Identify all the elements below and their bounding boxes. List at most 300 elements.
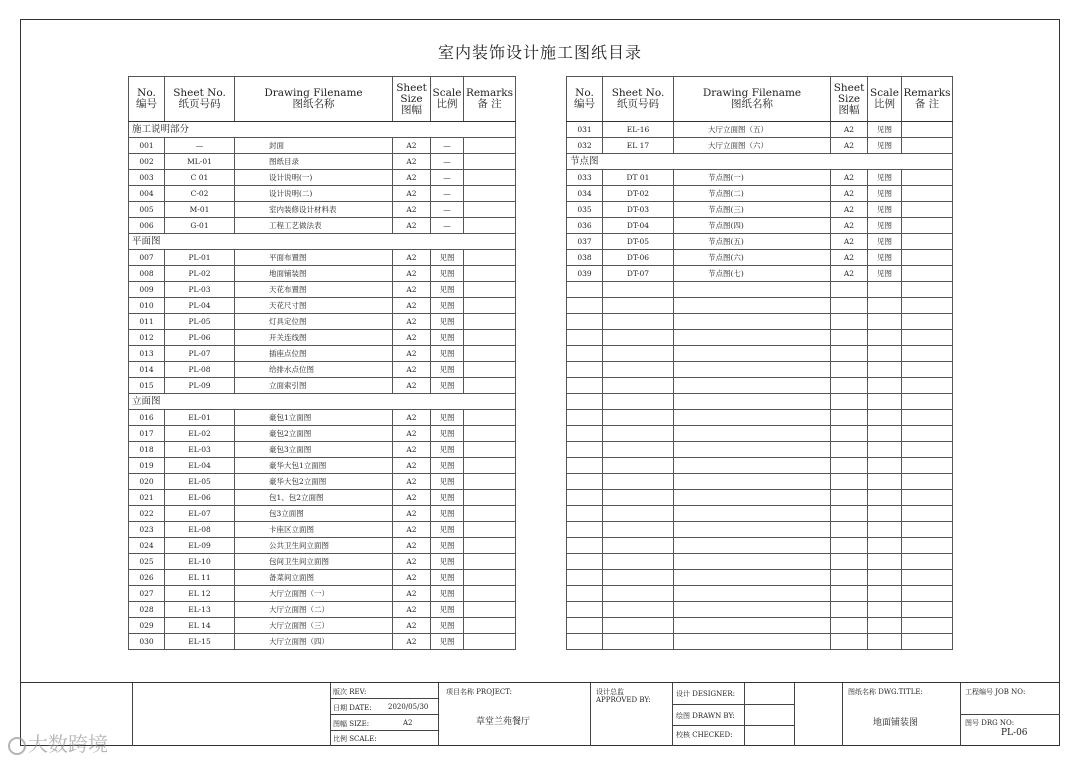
row-remarks — [902, 298, 953, 314]
row-drawing-name — [674, 506, 831, 522]
col-no: No. 编号 — [129, 77, 165, 122]
row-size: A2 — [831, 122, 868, 138]
row-drawing-name — [674, 522, 831, 538]
row-size — [831, 602, 868, 618]
row-size: A2 — [393, 490, 431, 506]
row-sheet-no: C 01 — [165, 170, 235, 186]
row-scale: 见图 — [431, 538, 464, 554]
row-no — [567, 634, 603, 650]
row-no: 035 — [567, 202, 603, 218]
row-size: A2 — [393, 506, 431, 522]
row-remarks — [902, 250, 953, 266]
row-scale: 见图 — [431, 266, 464, 282]
row-no: 004 — [129, 186, 165, 202]
section-row — [129, 234, 516, 250]
row-sheet-no: EL-10 — [165, 554, 235, 570]
row-sheet-no — [603, 570, 674, 586]
row-drawing-name: 插座点位图 — [235, 346, 393, 362]
row-scale: 见图 — [431, 554, 464, 570]
row-size: A2 — [393, 154, 431, 170]
row-sheet-no: EL 11 — [165, 570, 235, 586]
row-size: A2 — [393, 138, 431, 154]
row-size — [831, 394, 868, 410]
row-size — [831, 586, 868, 602]
row-size: A2 — [393, 538, 431, 554]
row-remarks — [464, 442, 516, 458]
row-drawing-name: 节点图(一) — [674, 170, 831, 186]
row-drawing-name: 节点图(六) — [674, 250, 831, 266]
row-scale: — — [431, 218, 464, 234]
section-row — [129, 122, 516, 138]
empty-row — [567, 634, 953, 650]
row-sheet-no — [603, 506, 674, 522]
table-row — [129, 426, 516, 442]
row-sheet-no — [603, 618, 674, 634]
row-remarks — [464, 538, 516, 554]
row-remarks — [464, 202, 516, 218]
table-row — [129, 170, 516, 186]
row-size: A2 — [393, 474, 431, 490]
row-remarks — [902, 122, 953, 138]
row-drawing-name: 大厅立面图（五） — [674, 122, 831, 138]
row-size — [831, 490, 868, 506]
empty-row — [567, 570, 953, 586]
row-no: 003 — [129, 170, 165, 186]
row-scale — [868, 394, 902, 410]
row-no: 012 — [129, 330, 165, 346]
row-sheet-no: PL-06 — [165, 330, 235, 346]
row-sheet-no: EL-02 — [165, 426, 235, 442]
project-label: 项目名称 PROJECT: — [446, 688, 512, 696]
row-drawing-name: 封面 — [235, 138, 393, 154]
row-scale: 见图 — [431, 314, 464, 330]
row-sheet-no: PL-09 — [165, 378, 235, 394]
row-scale: 见图 — [431, 570, 464, 586]
row-no: 020 — [129, 474, 165, 490]
row-remarks — [464, 314, 516, 330]
row-no: 006 — [129, 218, 165, 234]
row-no: 013 — [129, 346, 165, 362]
row-drawing-name — [674, 298, 831, 314]
row-drawing-name: 天花布置图 — [235, 282, 393, 298]
row-sheet-no: DT-07 — [603, 266, 674, 282]
row-drawing-name: 设计说明(二) — [235, 186, 393, 202]
row-no: 034 — [567, 186, 603, 202]
row-no: 017 — [129, 426, 165, 442]
row-scale — [868, 474, 902, 490]
row-no: 016 — [129, 410, 165, 426]
row-drawing-name: 设计说明(一) — [235, 170, 393, 186]
row-scale — [868, 282, 902, 298]
drg-label: 图号 DRG NO: — [965, 719, 1015, 727]
row-no — [567, 346, 603, 362]
row-drawing-name — [674, 346, 831, 362]
row-size: A2 — [393, 250, 431, 266]
row-scale — [868, 570, 902, 586]
row-drawing-name: 平面布置图 — [235, 250, 393, 266]
page-title: 室内装饰设计施工图纸目录 — [437, 43, 642, 62]
row-remarks — [902, 618, 953, 634]
title-block — [20, 682, 1060, 746]
row-sheet-no — [603, 634, 674, 650]
row-no: 029 — [129, 618, 165, 634]
row-size: A2 — [393, 170, 431, 186]
row-size: A2 — [393, 266, 431, 282]
row-sheet-no — [603, 458, 674, 474]
row-sheet-no: EL-01 — [165, 410, 235, 426]
row-size — [831, 458, 868, 474]
row-scale: 见图 — [431, 458, 464, 474]
row-size — [831, 442, 868, 458]
row-scale — [868, 490, 902, 506]
row-no — [567, 618, 603, 634]
row-remarks — [902, 378, 953, 394]
table-row — [129, 506, 516, 522]
empty-row — [567, 458, 953, 474]
row-drawing-name: 节点图(四) — [674, 218, 831, 234]
row-remarks — [464, 426, 516, 442]
row-remarks — [902, 474, 953, 490]
row-scale: — — [431, 202, 464, 218]
row-no — [567, 426, 603, 442]
section-row — [567, 154, 953, 170]
row-drawing-name — [674, 570, 831, 586]
row-remarks — [464, 362, 516, 378]
row-size: A2 — [393, 362, 431, 378]
row-no: 038 — [567, 250, 603, 266]
row-size — [831, 522, 868, 538]
row-remarks — [464, 458, 516, 474]
row-size: A2 — [831, 170, 868, 186]
row-remarks — [464, 138, 516, 154]
table-row — [129, 266, 516, 282]
row-size: A2 — [831, 138, 868, 154]
designer-label: 设计 DESIGNER: — [676, 690, 735, 698]
row-scale — [868, 458, 902, 474]
table-row — [129, 298, 516, 314]
table-row — [129, 250, 516, 266]
row-no — [567, 378, 603, 394]
row-sheet-no: PL-07 — [165, 346, 235, 362]
row-size — [831, 570, 868, 586]
row-remarks — [464, 522, 516, 538]
row-no: 032 — [567, 138, 603, 154]
row-no: 023 — [129, 522, 165, 538]
table-row — [567, 138, 953, 154]
row-size — [831, 378, 868, 394]
section-row — [129, 394, 516, 410]
col-size: Sheet Size 图幅 — [393, 77, 431, 122]
row-scale: 见图 — [868, 266, 902, 282]
table-row — [129, 218, 516, 234]
row-size — [831, 554, 868, 570]
row-size — [831, 314, 868, 330]
row-sheet-no — [603, 378, 674, 394]
row-remarks — [902, 490, 953, 506]
row-no — [567, 298, 603, 314]
row-sheet-no — [603, 330, 674, 346]
row-drawing-name: 豪包1立面图 — [235, 410, 393, 426]
row-no: 007 — [129, 250, 165, 266]
scale-label: 比例 SCALE: — [333, 735, 377, 743]
row-size — [831, 474, 868, 490]
row-size — [831, 634, 868, 650]
row-drawing-name: 豪包2立面图 — [235, 426, 393, 442]
row-no: 026 — [129, 570, 165, 586]
row-sheet-no: — — [165, 138, 235, 154]
row-remarks — [902, 506, 953, 522]
row-no — [567, 506, 603, 522]
row-scale: 见图 — [431, 490, 464, 506]
row-sheet-no: EL-05 — [165, 474, 235, 490]
dwg-title: 地面铺装图 — [873, 718, 919, 728]
row-drawing-name — [674, 538, 831, 554]
row-sheet-no: G-01 — [165, 218, 235, 234]
empty-row — [567, 506, 953, 522]
row-no: 019 — [129, 458, 165, 474]
row-size: A2 — [393, 410, 431, 426]
row-no — [567, 442, 603, 458]
row-scale: — — [431, 186, 464, 202]
row-remarks — [464, 218, 516, 234]
row-sheet-no: PL-02 — [165, 266, 235, 282]
row-scale: 见图 — [868, 122, 902, 138]
row-drawing-name — [674, 362, 831, 378]
row-remarks — [464, 330, 516, 346]
row-drawing-name — [674, 586, 831, 602]
row-drawing-name — [674, 474, 831, 490]
row-sheet-no — [603, 410, 674, 426]
row-size — [831, 282, 868, 298]
row-sheet-no — [603, 522, 674, 538]
row-no — [567, 458, 603, 474]
row-sheet-no — [603, 314, 674, 330]
row-drawing-name — [674, 634, 831, 650]
row-no: 037 — [567, 234, 603, 250]
row-drawing-name: 大厅立面图（二） — [235, 602, 393, 618]
watermark: 大数跨境 — [8, 728, 108, 757]
row-size: A2 — [393, 186, 431, 202]
empty-row — [567, 346, 953, 362]
table-row — [129, 186, 516, 202]
table-row — [129, 522, 516, 538]
table-row — [129, 474, 516, 490]
row-drawing-name — [674, 394, 831, 410]
row-size: A2 — [393, 298, 431, 314]
row-drawing-name — [674, 618, 831, 634]
table-row — [129, 410, 516, 426]
row-no — [567, 314, 603, 330]
row-sheet-no: PL-08 — [165, 362, 235, 378]
row-sheet-no: DT-02 — [603, 186, 674, 202]
watermark-logo-icon — [8, 737, 26, 755]
row-remarks — [464, 410, 516, 426]
section-title: 平面图 — [129, 234, 516, 250]
table-row — [567, 266, 953, 282]
row-remarks — [902, 554, 953, 570]
row-drawing-name: 图纸目录 — [235, 154, 393, 170]
row-drawing-name: 立面索引图 — [235, 378, 393, 394]
row-size: A2 — [393, 458, 431, 474]
row-scale — [868, 362, 902, 378]
row-remarks — [902, 346, 953, 362]
row-drawing-name — [674, 330, 831, 346]
row-size: A2 — [393, 202, 431, 218]
row-scale: 见图 — [431, 298, 464, 314]
empty-row — [567, 602, 953, 618]
checked-label: 校核 CHECKED: — [676, 731, 733, 739]
row-sheet-no: PL-05 — [165, 314, 235, 330]
row-no — [567, 474, 603, 490]
row-drawing-name: 大厅立面图（三） — [235, 618, 393, 634]
header-row — [567, 77, 953, 122]
row-size — [831, 618, 868, 634]
row-drawing-name: 卡座区立面图 — [235, 522, 393, 538]
row-drawing-name: 工程工艺做法表 — [235, 218, 393, 234]
row-remarks — [902, 602, 953, 618]
row-size: A2 — [831, 218, 868, 234]
row-remarks — [902, 570, 953, 586]
section-title: 立面图 — [129, 394, 516, 410]
table-row — [129, 618, 516, 634]
row-size — [831, 330, 868, 346]
row-size — [831, 410, 868, 426]
row-sheet-no: C-02 — [165, 186, 235, 202]
table-row — [129, 602, 516, 618]
row-scale: 见图 — [431, 506, 464, 522]
row-size: A2 — [393, 586, 431, 602]
row-remarks — [464, 554, 516, 570]
row-sheet-no: EL 14 — [165, 618, 235, 634]
row-no: 028 — [129, 602, 165, 618]
row-no — [567, 330, 603, 346]
row-no: 010 — [129, 298, 165, 314]
row-size: A2 — [393, 570, 431, 586]
row-remarks — [464, 266, 516, 282]
row-remarks — [464, 282, 516, 298]
row-remarks — [902, 538, 953, 554]
row-remarks — [464, 250, 516, 266]
row-sheet-no: PL-04 — [165, 298, 235, 314]
header-row — [129, 77, 516, 122]
row-sheet-no: EL-07 — [165, 506, 235, 522]
empty-row — [567, 394, 953, 410]
row-scale: 见图 — [431, 346, 464, 362]
row-scale — [868, 426, 902, 442]
row-drawing-name: 豪华大包2立面图 — [235, 474, 393, 490]
row-sheet-no: EL-16 — [603, 122, 674, 138]
row-no: 002 — [129, 154, 165, 170]
row-scale: 见图 — [431, 634, 464, 650]
col-scale: Scale 比例 — [431, 77, 464, 122]
row-sheet-no: EL-06 — [165, 490, 235, 506]
row-no — [567, 554, 603, 570]
row-scale — [868, 378, 902, 394]
row-size: A2 — [831, 266, 868, 282]
row-remarks — [464, 490, 516, 506]
row-size: A2 — [393, 330, 431, 346]
row-remarks — [902, 362, 953, 378]
col-sheet-no: Sheet No. 纸页号码 — [165, 77, 235, 122]
table-row — [567, 234, 953, 250]
row-sheet-no — [603, 586, 674, 602]
row-size: A2 — [393, 554, 431, 570]
row-size: A2 — [393, 314, 431, 330]
row-drawing-name — [674, 410, 831, 426]
empty-row — [567, 298, 953, 314]
row-scale: 见图 — [431, 378, 464, 394]
table-row — [129, 154, 516, 170]
row-scale: 见图 — [431, 474, 464, 490]
row-sheet-no — [603, 426, 674, 442]
table-row — [567, 250, 953, 266]
row-drawing-name: 备菜间立面图 — [235, 570, 393, 586]
row-drawing-name: 包1、包2立面图 — [235, 490, 393, 506]
row-scale: 见图 — [868, 170, 902, 186]
dwg-title-label: 图纸名称 DWG.TITLE: — [848, 688, 923, 696]
empty-row — [567, 442, 953, 458]
col-drawing-name: Drawing Filename 图纸名称 — [674, 77, 831, 122]
row-drawing-name: 灯具定位图 — [235, 314, 393, 330]
row-scale: 见图 — [868, 218, 902, 234]
row-no: 030 — [129, 634, 165, 650]
table-row — [129, 442, 516, 458]
table-row — [129, 314, 516, 330]
row-drawing-name — [674, 458, 831, 474]
row-drawing-name: 公共卫生间立面图 — [235, 538, 393, 554]
row-no — [567, 394, 603, 410]
row-drawing-name: 豪包3立面图 — [235, 442, 393, 458]
row-remarks — [902, 186, 953, 202]
row-drawing-name: 豪华大包1立面图 — [235, 458, 393, 474]
row-scale: — — [431, 138, 464, 154]
table-row — [129, 538, 516, 554]
row-no: 011 — [129, 314, 165, 330]
row-sheet-no: EL 17 — [603, 138, 674, 154]
row-drawing-name: 给排水点位图 — [235, 362, 393, 378]
row-drawing-name: 节点图(三) — [674, 202, 831, 218]
row-sheet-no — [603, 602, 674, 618]
row-size: A2 — [393, 218, 431, 234]
row-sheet-no: M-01 — [165, 202, 235, 218]
date-label: 日期 DATE: — [333, 704, 372, 712]
row-remarks — [464, 634, 516, 650]
row-no — [567, 570, 603, 586]
row-scale: 见图 — [868, 138, 902, 154]
project-name: 草堂兰苑餐厅 — [476, 717, 531, 727]
section-title: 节点图 — [567, 154, 953, 170]
row-remarks — [902, 266, 953, 282]
row-no: 001 — [129, 138, 165, 154]
row-drawing-name — [674, 602, 831, 618]
empty-row — [567, 554, 953, 570]
empty-row — [567, 426, 953, 442]
row-sheet-no: PL-01 — [165, 250, 235, 266]
row-scale — [868, 330, 902, 346]
row-drawing-name: 大厅立面图（四） — [235, 634, 393, 650]
row-sheet-no: DT 01 — [603, 170, 674, 186]
row-scale — [868, 314, 902, 330]
table-row — [129, 490, 516, 506]
row-no: 024 — [129, 538, 165, 554]
approved-cn: 设计总监 — [596, 688, 624, 696]
row-remarks — [902, 138, 953, 154]
row-drawing-name — [674, 314, 831, 330]
empty-row — [567, 490, 953, 506]
table-row — [129, 378, 516, 394]
row-size: A2 — [393, 602, 431, 618]
row-sheet-no: EL-09 — [165, 538, 235, 554]
